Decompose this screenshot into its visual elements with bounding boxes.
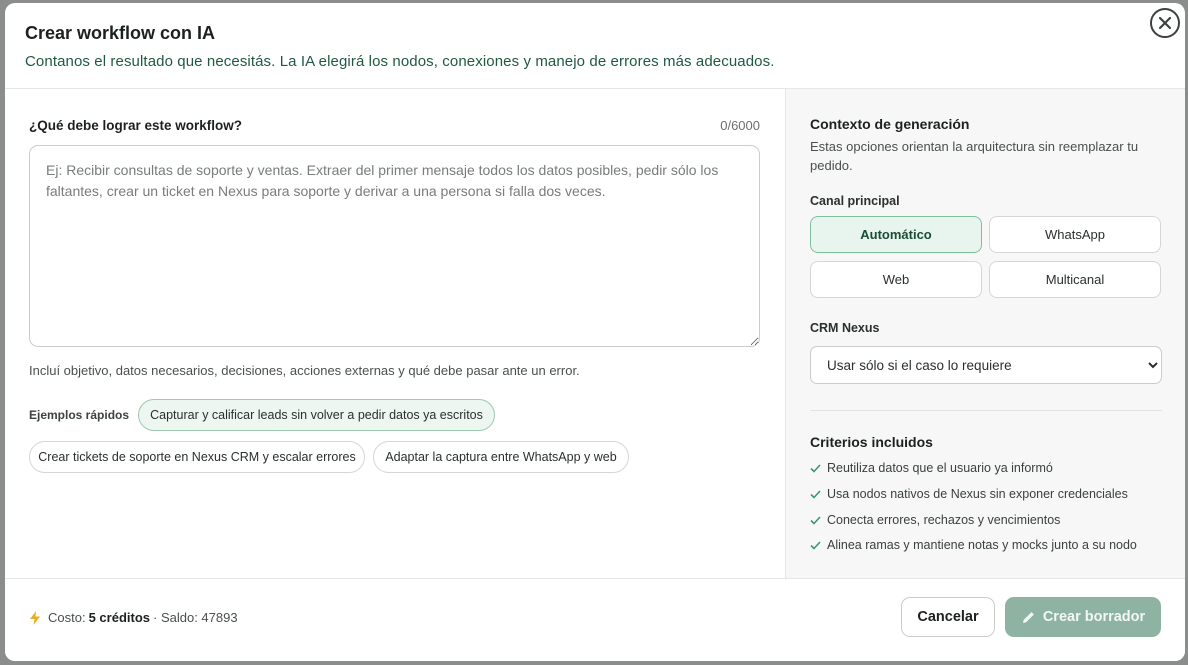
modal-header (5, 3, 1185, 89)
section-divider (810, 410, 1162, 411)
examples-label: Ejemplos rápidos (29, 408, 130, 422)
channel-option-multichannel[interactable]: Multicanal (989, 261, 1161, 298)
cost-prefix: Costo: (48, 610, 86, 625)
channel-option-whatsapp[interactable]: WhatsApp (989, 216, 1161, 253)
modal-subtitle: Contanos el resultado que necesitás. La IA elegirá los nodos, conexiones y manejo de errores más adecuados. (25, 53, 775, 70)
context-title: Contexto de generación (810, 116, 970, 132)
check-icon (810, 490, 822, 499)
criteria-text: Reutiliza datos que el usuario ya informó (827, 461, 1053, 475)
context-description: Estas opciones orientan la arquitectura sin reemplazar tu pedido. (810, 139, 1139, 173)
criteria-text: Conecta errores, rechazos y vencimientos (827, 513, 1061, 527)
example-chip-channels[interactable]: Adaptar la captura entre WhatsApp y web (373, 441, 629, 473)
criteria-item (810, 487, 1128, 501)
criteria-item (810, 513, 1060, 527)
check-icon (810, 464, 822, 473)
criteria-title: Criterios incluidos (810, 434, 933, 450)
cancel-button[interactable]: Cancelar (901, 597, 995, 637)
bolt-icon (29, 611, 41, 625)
prompt-hint: Incluí objetivo, datos necesarios, decisiones, acciones externas y qué debe pasar ante un error. (29, 363, 580, 378)
char-counter: 0/6000 (720, 118, 760, 133)
pencil-icon (1021, 610, 1036, 625)
close-icon (1157, 15, 1173, 31)
modal-title: Crear workflow con IA (25, 23, 216, 43)
context-panel (785, 89, 1185, 578)
channel-option-web[interactable]: Web (810, 261, 982, 298)
channel-label: Canal principal (810, 194, 900, 208)
create-draft-button[interactable] (1005, 597, 1161, 637)
channel-option-auto[interactable]: Automático (810, 216, 982, 253)
criteria-item (810, 538, 1137, 552)
check-icon (810, 516, 822, 525)
prompt-label: ¿Qué debe lograr este workflow? (29, 118, 243, 133)
create-draft-label: Crear borrador (1042, 609, 1146, 625)
example-chip-tickets[interactable]: Crear tickets de soporte en Nexus CRM y escalar errores (29, 441, 365, 473)
criteria-text: Usa nodos nativos de Nexus sin exponer credenciales (827, 487, 1128, 501)
balance-text: · Saldo: 47893 (153, 610, 238, 625)
close-button[interactable] (1150, 8, 1180, 38)
cost-value: 5 créditos (88, 610, 150, 625)
criteria-item (810, 461, 1053, 475)
cost-info (29, 610, 238, 625)
modal-footer (5, 578, 1185, 661)
example-chip-leads[interactable]: Capturar y calificar leads sin volver a pedir datos ya escritos (138, 399, 495, 431)
crm-label: CRM Nexus (810, 321, 880, 335)
workflow-ai-modal (5, 3, 1185, 661)
crm-select[interactable] (810, 346, 1162, 384)
prompt-panel (5, 89, 785, 578)
prompt-textarea[interactable] (29, 145, 760, 347)
check-icon (810, 541, 822, 550)
criteria-text: Alinea ramas y mantiene notas y mocks junto a su nodo (827, 538, 1137, 552)
